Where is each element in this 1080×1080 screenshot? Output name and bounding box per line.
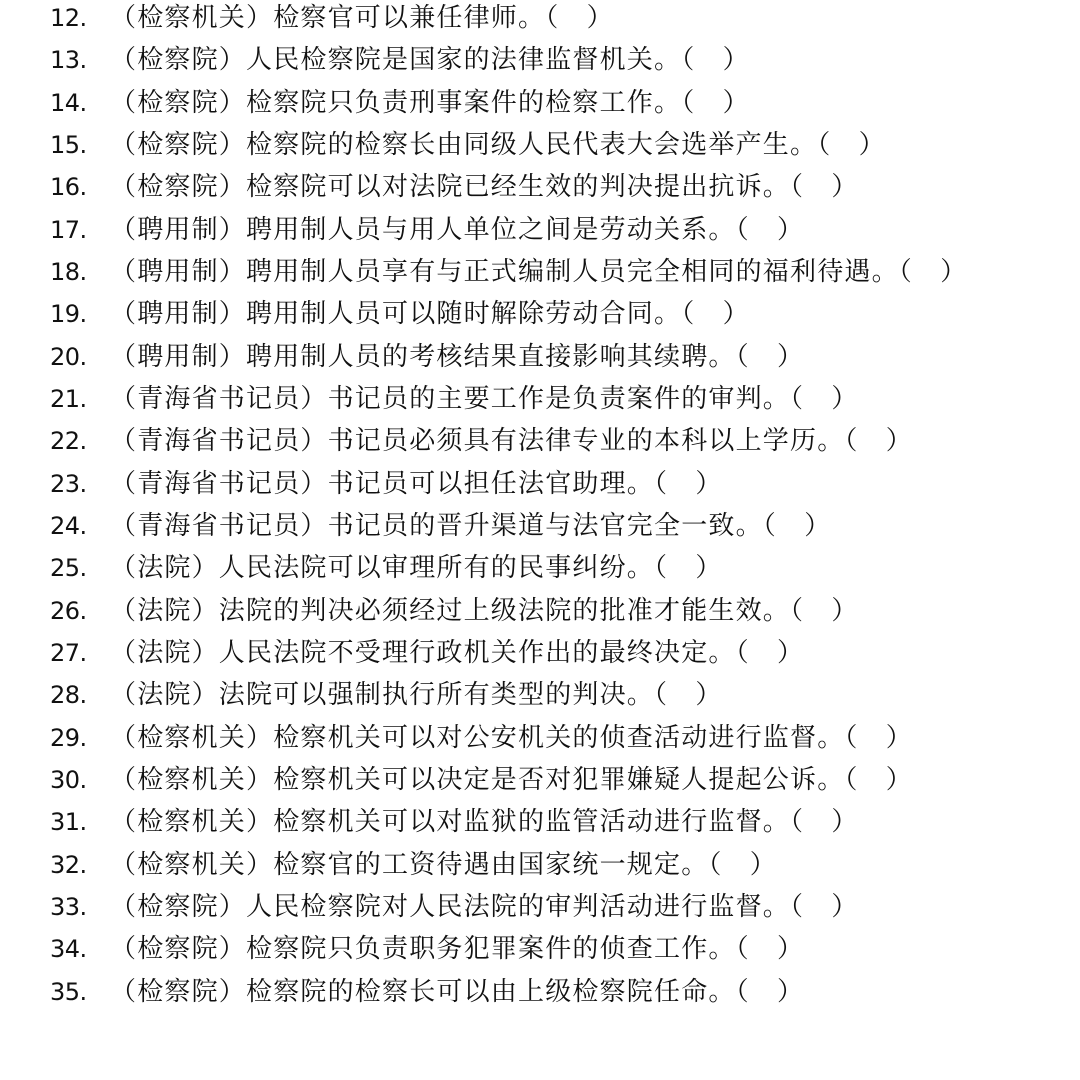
question-text: （检察院）检察院的检察长由同级人民代表大会选举产生。（ ） [110,130,886,160]
question-text: （法院）法院的判决必须经过上级法院的批准才能生效。（ ） [110,596,859,626]
question-item [0,886,1080,928]
question-item [0,632,1080,674]
question-text: （检察机关）检察机关可以决定是否对犯罪嫌疑人提起公诉。（ ） [110,765,914,795]
question-number: 14. [50,89,87,117]
question-number: 13. [50,46,87,74]
question-number: 31. [50,808,87,836]
question-number: 19. [50,300,87,328]
question-number: 16. [50,173,87,201]
question-text: （青海省书记员）书记员的主要工作是负责案件的审判。（ ） [110,384,859,414]
question-item [0,336,1080,378]
question-text: （法院）人民法院不受理行政机关作出的最终决定。（ ） [110,638,805,668]
question-number: 27. [50,639,87,667]
question-text: （聘用制）聘用制人员的考核结果直接影响其续聘。（ ） [110,342,805,372]
question-text: （检察院）检察院只负责刑事案件的检察工作。（ ） [110,88,750,118]
question-number: 32. [50,851,87,879]
question-item [0,251,1080,293]
question-item [0,505,1080,547]
question-item [0,39,1080,81]
question-item [0,547,1080,589]
question-item [0,378,1080,420]
question-number: 24. [50,512,87,540]
question-item [0,928,1080,970]
question-number: 29. [50,724,87,752]
question-number: 25. [50,554,87,582]
question-number: 28. [50,681,87,709]
question-number: 18. [50,258,87,286]
question-item [0,759,1080,801]
question-text: （法院）法院可以强制执行所有类型的判决。（ ） [110,680,723,710]
question-text: （检察机关）检察官的工资待遇由国家统一规定。（ ） [110,850,778,880]
question-number: 30. [50,766,87,794]
question-item [0,124,1080,166]
question-item [0,0,1080,39]
question-item [0,82,1080,124]
question-item [0,801,1080,843]
question-number: 34. [50,935,87,963]
question-text: （青海省书记员）书记员必须具有法律专业的本科以上学历。（ ） [110,426,914,456]
question-text: （检察院）检察院只负责职务犯罪案件的侦查工作。（ ） [110,934,805,964]
question-item [0,844,1080,886]
question-number: 15. [50,131,87,159]
question-text: （检察院）检察院的检察长可以由上级检察院任命。（ ） [110,977,805,1007]
question-text: （青海省书记员）书记员可以担任法官助理。（ ） [110,469,723,499]
question-text: （检察院）检察院可以对法院已经生效的判决提出抗诉。（ ） [110,172,859,202]
question-number: 20. [50,343,87,371]
question-text: （检察机关）检察机关可以对公安机关的侦查活动进行监督。（ ） [110,723,914,753]
question-item [0,590,1080,632]
question-item [0,463,1080,505]
question-number: 26. [50,597,87,625]
question-item [0,420,1080,462]
question-text: （检察机关）检察机关可以对监狱的监管活动进行监督。（ ） [110,807,859,837]
question-number: 33. [50,893,87,921]
question-item [0,209,1080,251]
question-text: （青海省书记员）书记员的晋升渠道与法官完全一致。（ ） [110,511,832,541]
question-text: （检察机关）检察官可以兼任律师。（ ） [110,3,614,33]
question-item [0,971,1080,1013]
question-item [0,293,1080,335]
question-number: 22. [50,427,87,455]
question-text: （检察院）人民检察院对人民法院的审判活动进行监督。（ ） [110,892,859,922]
question-text: （聘用制）聘用制人员与用人单位之间是劳动关系。（ ） [110,215,805,245]
question-number: 23. [50,470,87,498]
question-text: （法院）人民法院可以审理所有的民事纠纷。（ ） [110,553,723,583]
question-text: （聘用制）聘用制人员享有与正式编制人员完全相同的福利待遇。（ ） [110,257,968,287]
question-number: 12. [50,4,87,32]
question-number: 17. [50,216,87,244]
question-text: （聘用制）聘用制人员可以随时解除劳动合同。（ ） [110,299,750,329]
question-item [0,674,1080,716]
question-item [0,166,1080,208]
question-text: （检察院）人民检察院是国家的法律监督机关。（ ） [110,45,750,75]
question-item [0,717,1080,759]
question-number: 21. [50,385,87,413]
question-number: 35. [50,978,87,1006]
